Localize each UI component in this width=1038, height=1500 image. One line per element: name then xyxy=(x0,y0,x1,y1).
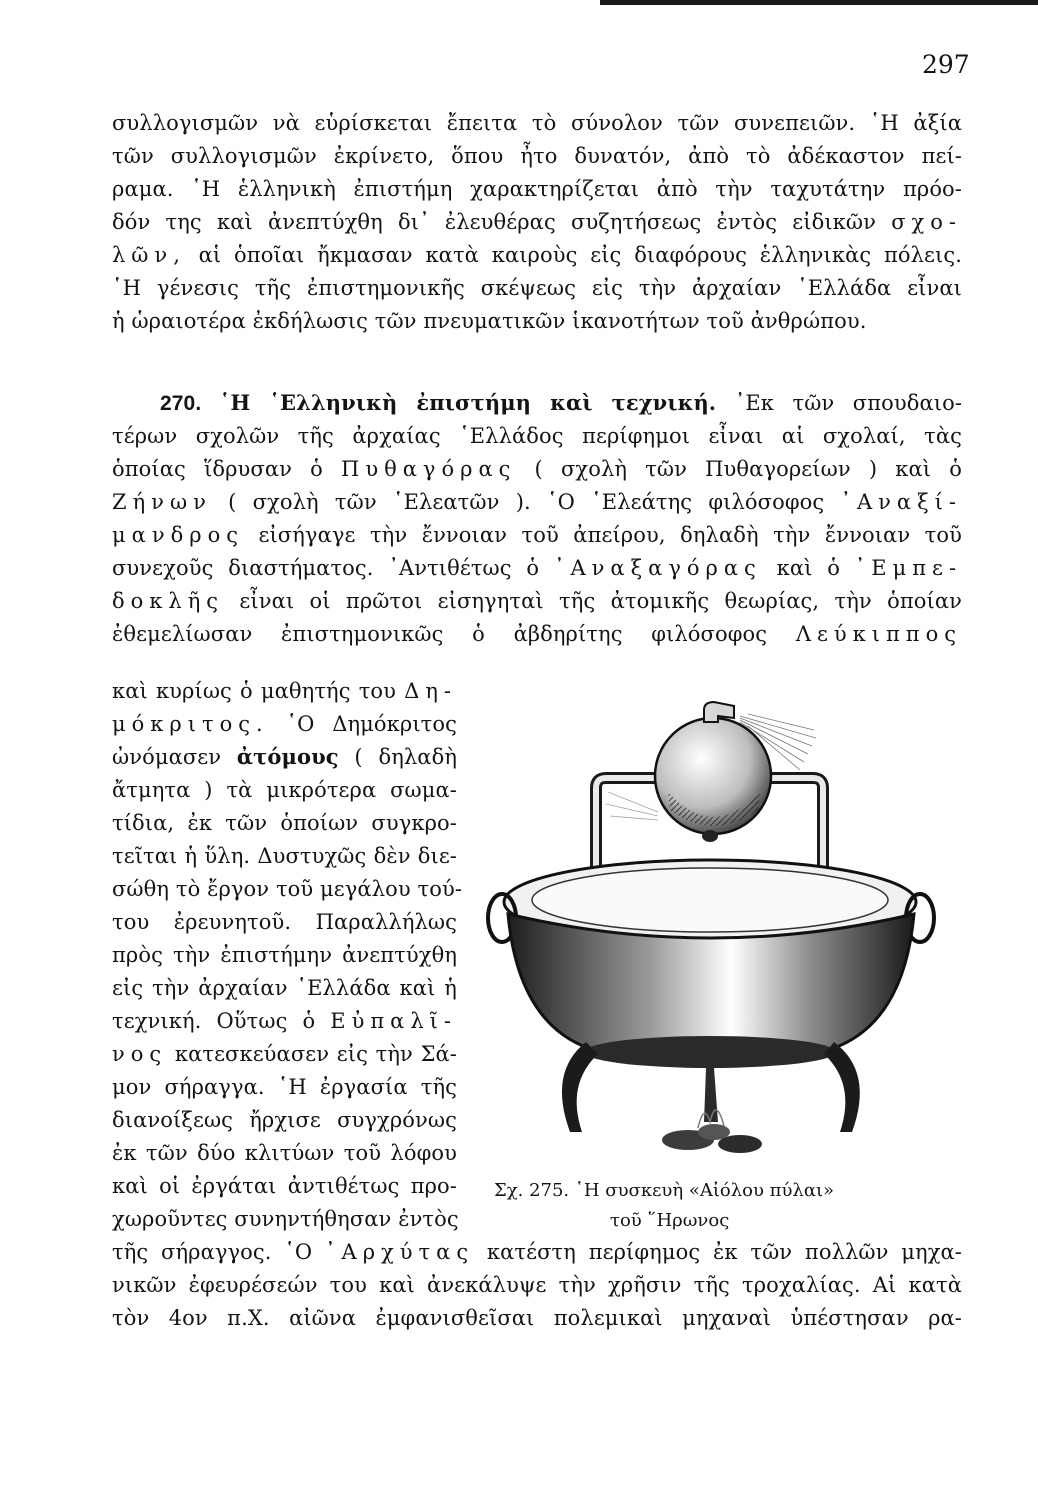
spaced-name: ᾿Αναξί- xyxy=(840,490,962,514)
spaced-name: μόκριτος. xyxy=(112,712,269,736)
text-span: μον σήραγγα. ῾Η ἐργασία τῆς xyxy=(112,1075,457,1099)
text-span: ( δηλαδὴ xyxy=(354,745,458,769)
text-line xyxy=(112,174,962,204)
text-span: ἡ ὡραιοτέρα ἐκδήλωσις τῶν πνευματικῶν ἱκανοτήτων τοῦ ἀνθρώπου. xyxy=(112,309,867,333)
text-line xyxy=(112,709,457,739)
text-line xyxy=(112,306,962,336)
text-line xyxy=(112,1237,962,1267)
text-span: χωροῦντες συνηντήθησαν ἐντὸς xyxy=(112,1207,459,1231)
spaced-name: Πυθαγόρας xyxy=(341,457,517,481)
text-span: τῶν συλλογισμῶν ἐκρίνετο, ὅπου ἦτο δυνατόν, ἀπὸ τὸ ἀδέκαστον πεί- xyxy=(112,144,962,168)
text-span: πρὸς τὴν ἐπιστήμην ἀνεπτύχθη xyxy=(112,943,457,967)
text-span: ( σχολὴ τῶν Πυθαγορείων ) καὶ ὁ xyxy=(534,457,962,481)
section-number: 270. xyxy=(160,392,202,415)
text-line xyxy=(112,240,962,270)
text-line xyxy=(112,1039,457,1069)
text-span: διανοίξεως ἤρχισε συγχρόνως xyxy=(112,1108,457,1132)
text-line xyxy=(112,421,962,451)
steam-jet xyxy=(606,792,658,820)
text-span: τῆς σήραγγος. ῾Ο xyxy=(112,1240,313,1264)
text-line xyxy=(112,619,962,649)
text-span: τεῖται ἡ ὕλη. Δυστυχῶς δὲν διε- xyxy=(112,844,457,868)
spaced-word: σχο- xyxy=(891,210,962,234)
text-line xyxy=(112,676,457,706)
sphere xyxy=(655,718,771,834)
text-span: κατέστη περίφημος ἐκ τῶν πολλῶν μηχα- xyxy=(486,1240,962,1264)
text-line xyxy=(112,141,962,171)
text-span: καὶ ὁ xyxy=(776,556,840,580)
fire-coals xyxy=(662,1110,762,1153)
text-line xyxy=(112,1171,457,1201)
text-span: κατεσκεύασεν εἰς τὴν Σά- xyxy=(174,1042,457,1066)
spaced-word: λῶν, xyxy=(112,243,186,267)
text-span: καὶ κυρίως ὁ μαθητής του xyxy=(112,679,397,703)
text-span: ( σχολὴ τῶν ῾Ελεατῶν ). ῾Ο ῾Ελεάτης φιλόσοφος xyxy=(228,490,825,514)
text-line xyxy=(112,907,457,937)
spaced-name: ᾿Εμπε- xyxy=(854,556,963,580)
text-line xyxy=(112,454,962,484)
text-span: συλλογισμῶν νὰ εὑρίσκεται ἔπειτα τὸ σύνολον τῶν συνεπειῶν. ῾Η ἀξία xyxy=(112,111,962,135)
text-span: ῾Η γένεσις τῆς ἐπιστημονικῆς σκέψεως εἰς τὴν ἀρχαίαν ῾Ελλάδα εἶναι xyxy=(112,276,962,300)
text-line xyxy=(112,273,962,303)
spaced-name: Ζήνων xyxy=(112,490,212,514)
spaced-name: Δη- xyxy=(404,679,457,703)
text-line xyxy=(112,586,962,616)
text-span: ἐθεμελίωσαν ἐπιστημονικῶς ὁ ἀβδηρίτης φιλόσοφος xyxy=(112,622,768,646)
text-line xyxy=(112,841,457,871)
text-span: του ἐρευνητοῦ. Παραλλήλως xyxy=(112,910,457,934)
text-span: ραμα. ῾Η ἑλληνικὴ ἐπιστήμη χαρακτηρίζεται ἀπὸ τὴν ταχυτάτην πρόο- xyxy=(112,177,962,201)
text-line xyxy=(112,940,457,970)
text-span: ᾿Εκ τῶν σπουδαιο- xyxy=(734,391,963,415)
text-span: δόν της καὶ ἀνεπτύχθη δι᾿ ἐλευθέρας συζητήσεως ἐντὸς εἰδικῶν xyxy=(112,210,876,234)
section-title: ῾Η ῾Ελληνικὴ ἐπιστήμη καὶ τεχνική. xyxy=(219,390,717,415)
spaced-name: ᾿Αρχύτας xyxy=(325,1240,475,1264)
text-line xyxy=(112,1204,457,1234)
text-line xyxy=(112,808,457,838)
tripod-leg-left xyxy=(562,1042,598,1132)
text-line xyxy=(112,742,457,772)
text-span: ὁποίας ἵδρυσαν ὁ xyxy=(112,457,323,481)
text-span: τέρων σχολῶν τῆς ἀρχαίας ῾Ελλάδος περίφημοι εἶναι αἱ σχολαί, τὰς xyxy=(112,424,962,448)
text-line xyxy=(112,1270,962,1300)
text-span: αἱ ὁποῖαι ἤκμασαν κατὰ καιροὺς εἰς διαφόρους ἑλληνικὰς πόλεις. xyxy=(198,243,962,267)
text-line xyxy=(112,1138,457,1168)
spaced-name: δοκλῆς xyxy=(112,589,225,613)
spaced-name: Εὐπαλῖ- xyxy=(330,1009,457,1033)
bold-term: ἀτόμους xyxy=(236,744,339,769)
text-span: ἐκ τῶν δύο κλιτύων τοῦ λόφου xyxy=(112,1141,457,1165)
spaced-name: Λεύκιππος xyxy=(795,622,962,646)
text-line xyxy=(112,973,457,1003)
text-span: ῾Ο Δημόκριτος xyxy=(286,712,457,736)
section-heading-line xyxy=(112,388,962,419)
text-span: εἶναι οἱ πρῶτοι εἰσηγηταὶ τῆς ἀτομικῆς θεωρίας, τὴν ὁποίαν xyxy=(239,589,962,613)
nozzle xyxy=(704,702,734,722)
text-span: σώθη τὸ ἔργον τοῦ μεγάλου τού- xyxy=(112,877,463,901)
text-span: τίδια, ἐκ τῶν ὁποίων συγκρο- xyxy=(112,811,457,835)
text-line xyxy=(112,520,962,550)
text-span: ἄτμητα ) τὰ μικρότερα σωμα- xyxy=(112,778,457,802)
text-line xyxy=(112,553,962,583)
text-span: εἰς τὴν ἀρχαίαν ῾Ελλάδα καὶ ἡ xyxy=(112,976,457,1000)
text-span: συνεχοῦς διαστήματος. ᾿Αντιθέτως ὁ xyxy=(112,556,540,580)
spaced-name: νος xyxy=(112,1042,168,1066)
text-line xyxy=(112,487,962,517)
text-line xyxy=(112,207,962,237)
figure-caption-line-2: τοῦ ῞Ηρωνος xyxy=(610,1210,730,1231)
figure-caption: Σχ. 275. ῾Η συσκευὴ «Αἰόλου πύλαι» xyxy=(494,1180,835,1201)
page-number: 297 xyxy=(922,50,970,79)
aeolipile-illustration xyxy=(478,692,948,1172)
text-line xyxy=(112,1072,457,1102)
text-span: τεχνική. Οὕτως ὁ xyxy=(112,1009,316,1033)
text-span: ὠνόμασεν xyxy=(112,745,222,769)
tripod-leg-right xyxy=(824,1042,860,1132)
spaced-name: μανδρος xyxy=(112,523,244,547)
text-span: νικῶν ἐφευρέσεών του καὶ ἀνεκάλυψε τὴν χρῆσιν τῆς τροχαλίας. Αἱ κατὰ xyxy=(112,1273,962,1297)
top-edge-rule xyxy=(600,0,1038,5)
text-line xyxy=(112,775,457,805)
text-line xyxy=(112,874,463,904)
text-span: εἰσήγαγε τὴν ἔννοιαν τοῦ ἀπείρου, δηλαδὴ τὴν ἔννοιαν τοῦ xyxy=(258,523,962,547)
text-line xyxy=(112,108,962,138)
spaced-name: ᾿Αναξαγόρας xyxy=(553,556,762,580)
text-line xyxy=(112,1105,457,1135)
text-span: καὶ οἱ ἐργάται ἀντιθέτως προ- xyxy=(112,1174,457,1198)
text-line xyxy=(112,1006,457,1036)
text-span: τὸν 4ον π.Χ. αἰῶνα ἐμφανισθεῖσαι πολεμικαὶ μηχαναὶ ὑπέστησαν ρα- xyxy=(112,1306,962,1330)
text-line xyxy=(112,1303,962,1333)
